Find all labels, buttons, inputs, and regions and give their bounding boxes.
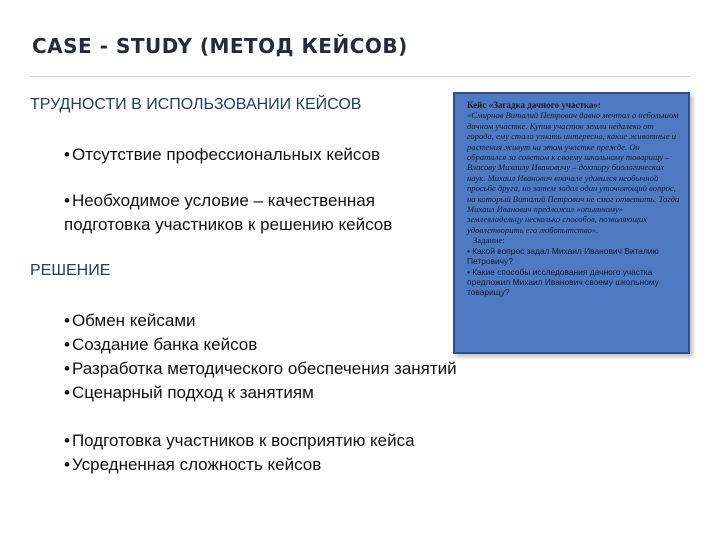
case-title: Кейс «Загадка дачного участка»:: [467, 100, 601, 110]
bullet-icon: •: [64, 191, 70, 210]
solution-item: [64, 381, 314, 405]
solution-text: Разработка методического обеспечения занятий: [71, 359, 457, 378]
bullet-icon: •: [64, 383, 70, 402]
difficulty-item: [64, 189, 375, 213]
bullet-icon: •: [64, 145, 70, 164]
case-task-label: Задание:: [473, 235, 505, 246]
case-question: • Какой вопрос задал Михаил Иванович Виталию Петровичу?: [467, 245, 659, 267]
solution-heading: РЕШЕНИЕ: [30, 262, 111, 279]
case-example-box: [453, 92, 690, 354]
solution-item: [64, 357, 457, 381]
difficulty-text: Отсутствие профессиональных кейсов: [71, 145, 381, 164]
difficulty-item-continuation: [64, 213, 392, 237]
case-story: «Смирнов Виталий Петрович давно мечтал о небольшом дачном участке. Купив участок земли недалеко от города, ему стало узнать интересно, какие животные и растения живут на этом участке прежде. Он обратился за советом к своему школьному товарищу – Власову Михаилу Ивановичу – доктору биологических наук. Михаил Иванович вначале удивился необычной просьбе друга, но затем задал один уточняющий вопрос, на который Виталий Петрович не смог ответить. Тогда Михаил Иванович предложил «опытному» землевладельцу несколько способов, позволяющих удовлетворить его любопытство».: [467, 110, 680, 235]
solution-item: [64, 429, 415, 453]
slide-title: CASE - STUDY (МЕТОД КЕЙСОВ): [32, 34, 408, 58]
difficulties-heading: ТРУДНОСТИ В ИСПОЛЬЗОВАНИИ КЕЙСОВ: [30, 96, 362, 113]
solution-item: [64, 333, 257, 357]
solution-text: Обмен кейсами: [71, 311, 196, 330]
difficulty-text: Необходимое условие – качественная: [71, 191, 375, 210]
bullet-icon: •: [64, 359, 70, 378]
difficulty-item: [64, 143, 380, 167]
solution-text: Создание банка кейсов: [71, 335, 258, 354]
bullet-icon: •: [64, 431, 70, 450]
solution-text: Усредненная сложность кейсов: [71, 455, 322, 474]
difficulty-text: подготовка участников к решению кейсов: [64, 215, 393, 234]
title-divider: [30, 76, 690, 77]
solution-text: Сценарный подход к занятиям: [71, 383, 314, 402]
bullet-icon: •: [64, 311, 70, 330]
solution-item: [64, 453, 321, 477]
bullet-icon: •: [64, 335, 70, 354]
solution-item: [64, 309, 196, 333]
solution-text: Подготовка участников к восприятию кейса: [71, 431, 415, 450]
case-question: • Какие способы исследования дачного участка предложил Михаил Иванович своему школьному товарищу?: [467, 266, 659, 298]
bullet-icon: •: [64, 455, 70, 474]
